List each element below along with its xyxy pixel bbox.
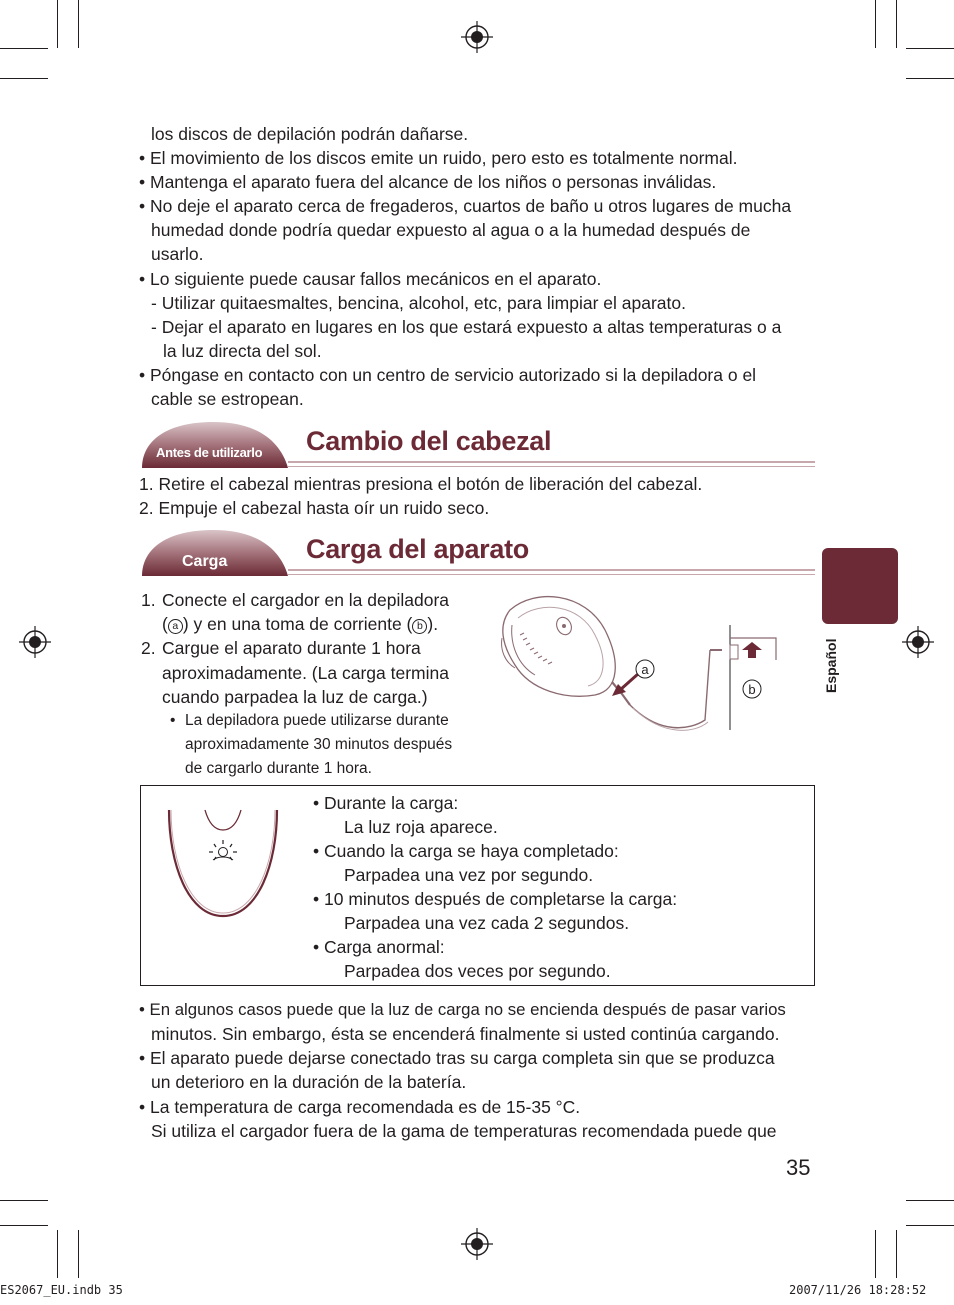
registration-mark-right-icon	[902, 626, 934, 658]
note-item-line: un deterioro en la duración de la batería.	[151, 1072, 467, 1092]
status-detail: La luz roja aparece.	[344, 817, 498, 837]
note-item-line: minutos. Sin embargo, ésta se encenderá finalmente si usted continúa cargando.	[151, 1024, 780, 1044]
section-title: Cambio del cabezal	[306, 426, 552, 456]
status-item: • Carga anormal:	[313, 937, 445, 957]
charging-illustration	[490, 590, 790, 740]
language-side-tab	[822, 548, 898, 624]
step-text-line: ( a ) y en una toma de corriente ( b ).	[162, 614, 439, 634]
section-title: Carga del aparato	[306, 534, 529, 564]
precaution-item: • Mantenga el aparato fuera del alcance de los niños o personas inválidas.	[139, 172, 717, 192]
note-item: • En algunos casos puede que la luz de carga no se encienda después de pasar varios	[139, 1000, 786, 1019]
section-tab-label: Antes de utilizarlo	[156, 445, 263, 460]
note-bullet: •	[170, 712, 176, 729]
step-text: Cargue el aparato durante 1 hora	[162, 638, 421, 658]
label-a-icon: a	[168, 619, 183, 634]
precaution-subitem-line: la luz directa del sol.	[163, 341, 322, 361]
note-item: • La temperatura de carga recomendada es de 15-35 °C.	[139, 1097, 581, 1117]
note-text: La depiladora puede utilizarse durante	[185, 712, 449, 729]
note-item-line: Si utiliza el cargador fuera de la gama de temperaturas recomendada puede que	[151, 1121, 777, 1141]
status-item: • 10 minutos después de completarse la carga:	[313, 889, 678, 909]
print-footer-left: ES2067_EU.indb 35	[0, 1283, 123, 1297]
precaution-subitem: - Utilizar quitaesmaltes, bencina, alcohol, etc, para limpiar el aparato.	[151, 293, 686, 313]
language-label: Español	[823, 638, 839, 693]
precaution-subitem: - Dejar el aparato en lugares en los que estará expuesto a altas temperaturas o a	[151, 317, 782, 337]
precaution-item-line: usarlo.	[151, 244, 204, 264]
precaution-item-line: humedad donde podría quedar expuesto al agua o a la humedad después de	[151, 220, 751, 240]
step-item: 2. Empuje el cabezal hasta oír un ruido seco.	[139, 498, 490, 518]
epilator-body-icon	[502, 597, 616, 697]
status-item: • Durante la carga:	[313, 793, 459, 813]
page-number: 35	[786, 1155, 811, 1180]
note-text-line: de cargarlo durante 1 hora.	[185, 760, 372, 777]
label-b-icon: b	[412, 619, 427, 634]
step-text: Conecte el cargador en la depiladora	[162, 590, 449, 610]
status-detail: Parpadea una vez cada 2 segundos.	[344, 913, 630, 933]
precaution-continuation: los discos de depilación podrán dañarse.	[151, 124, 469, 144]
section-tab-shape	[138, 420, 288, 468]
illustration-label-b: b	[748, 682, 756, 697]
precaution-item: • No deje el aparato cerca de fregaderos, cuartos de baño u otros lugares de mucha	[139, 196, 792, 216]
charge-light-icon	[163, 804, 283, 920]
step-item: 1. Retire el cabezal mientras presiona el botón de liberación del cabezal.	[139, 474, 703, 494]
step-text-line: aproximadamente. (La carga termina	[162, 663, 449, 683]
precaution-item: • El movimiento de los discos emite un ruido, pero esto es totalmente normal.	[139, 148, 738, 168]
print-footer-right: 2007/11/26 18:28:52	[789, 1283, 927, 1297]
status-detail: Parpadea una vez por segundo.	[344, 865, 594, 885]
precaution-item-line: cable se estropean.	[151, 389, 304, 409]
registration-mark-top-icon	[461, 21, 493, 53]
status-detail: Parpadea dos veces por segundo.	[344, 961, 611, 981]
registration-mark-left-icon	[19, 626, 51, 658]
note-text-line: aproximadamente 30 minutos después	[185, 736, 453, 753]
charge-status-box	[140, 785, 815, 986]
step-number: 2.	[141, 638, 156, 658]
section-tab-label: Carga	[182, 553, 228, 570]
precaution-item: • Lo siguiente puede causar fallos mecánicos en el aparato.	[139, 269, 602, 289]
step-text-line: cuando parpadea la luz de carga.)	[162, 687, 428, 707]
status-item: • Cuando la carga se haya completado:	[313, 841, 619, 861]
illustration-label-a: a	[641, 662, 649, 677]
charger-plug-icon	[612, 625, 776, 730]
registration-mark-bottom-icon	[461, 1228, 493, 1260]
precaution-item: • Póngase en contacto con un centro de servicio autorizado si la depiladora o el	[139, 365, 757, 385]
step-number: 1.	[141, 590, 156, 610]
note-item: • El aparato puede dejarse conectado tras su carga completa sin que se produzca	[139, 1048, 775, 1068]
